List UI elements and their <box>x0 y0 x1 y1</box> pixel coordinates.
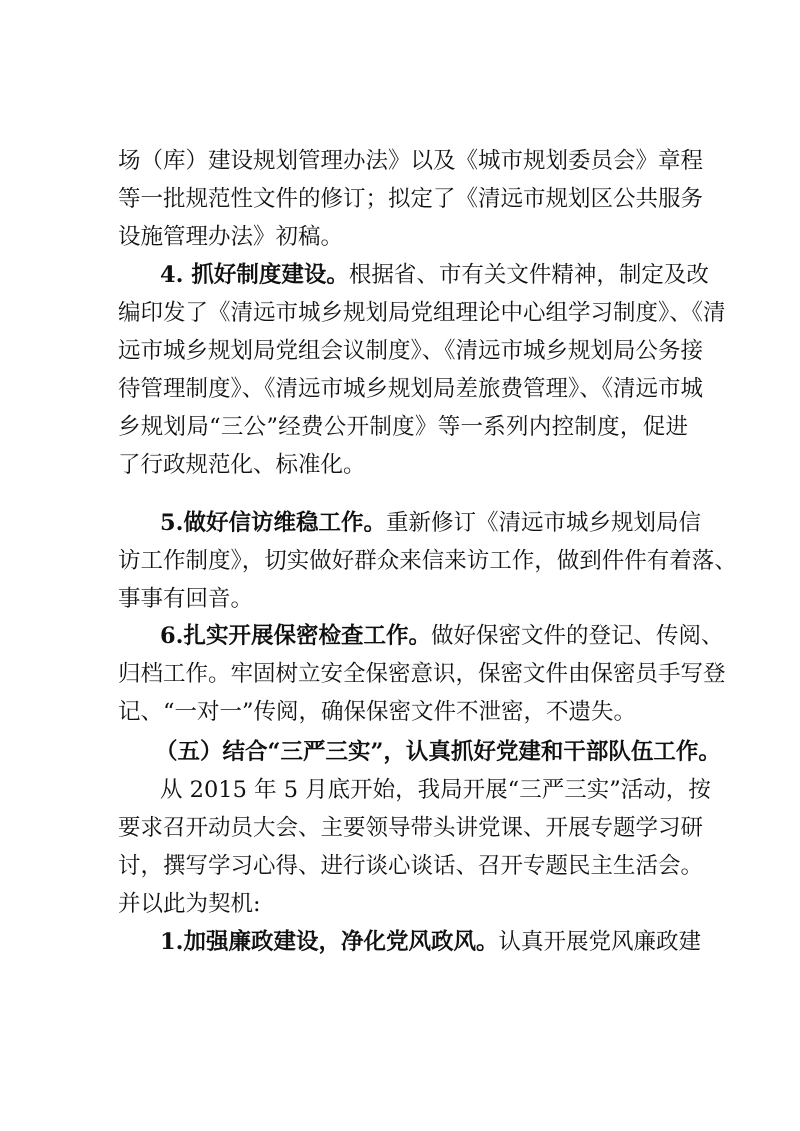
text-line <box>118 450 688 480</box>
paragraph-start <box>160 621 724 651</box>
section-heading-text: （五）结合“三严三实”，认真抓好党建和干部队伍工作。 <box>155 739 721 765</box>
line-text: 编印发了《清远市城乡规划局党组理论中心组学习制度》、《清 <box>118 300 726 326</box>
text-line <box>118 298 726 328</box>
line-text: 记、“一对一”传阅，确保保密文件不泄密，不遗失。 <box>118 699 637 725</box>
line-text: 根据省、市有关文件精神，制定及改 <box>348 262 709 288</box>
line-text: 事事有回音。 <box>118 586 254 612</box>
text-line <box>118 222 688 252</box>
line-text: 认真开展党风廉政建 <box>498 929 702 955</box>
text-line <box>118 584 688 614</box>
item-heading: 5.做好信访维稳工作。 <box>160 510 386 536</box>
line-text: 从 2015 年 5 月底开始，我局开展“三严三实”活动，按 <box>160 777 711 803</box>
line-text: 归档工作。牢固树立安全保密意识，保密文件由保密员手写登 <box>118 661 726 687</box>
line-text: 重新修订《清远市城乡规划局信 <box>386 510 702 536</box>
text-line <box>118 697 688 727</box>
paragraph-start <box>160 775 711 805</box>
text-line <box>118 813 704 843</box>
text-line <box>118 851 704 881</box>
line-text: 了行政规范化、标准化。 <box>118 452 366 478</box>
item-heading: 4. 抓好制度建设。 <box>160 262 349 288</box>
text-line <box>118 374 704 404</box>
line-text: 乡规划局“三公”经费公开制度》等一系列内控制度，促进 <box>118 414 688 440</box>
text-line <box>118 336 704 366</box>
text-line <box>118 659 726 689</box>
item-heading: 1.加强廉政建设，净化党风政风。 <box>160 929 499 955</box>
paragraph-start <box>160 927 702 957</box>
line-text: 远市城乡规划局党组会议制度》、《清远市城乡规划局公务接 <box>118 338 704 364</box>
paragraph-start <box>160 508 702 538</box>
item-heading: 6.扎实开展保密检查工作。 <box>160 623 431 649</box>
line-text: 场（库）建设规划管理办法》以及《城市规划委员会》章程 <box>118 148 704 174</box>
text-line <box>118 184 704 214</box>
text-line <box>118 146 704 176</box>
paragraph-start <box>160 260 709 290</box>
text-line <box>118 546 737 576</box>
line-text: 做好保密文件的登记、传阅、 <box>431 623 724 649</box>
line-text: 待管理制度》、《清远市城乡规划局差旅费管理》、《清远市城 <box>118 376 704 402</box>
line-text: 设施管理办法》初稿。 <box>118 224 344 250</box>
line-text: 并以此为契机: <box>118 891 261 917</box>
text-line <box>118 889 688 919</box>
line-text: 要求召开动员大会、主要领导带头讲党课、开展专题学习研 <box>118 815 704 841</box>
line-text: 等一批规范性文件的修订；拟定了《清远市规划区公共服务 <box>118 186 704 212</box>
line-text: 访工作制度》，切实做好群众来信来访工作，做到件件有着落、 <box>118 548 737 574</box>
line-text: 讨，撰写学习心得、进行谈心谈话、召开专题民主生活会。 <box>118 853 704 879</box>
text-line <box>118 412 688 442</box>
section-heading <box>155 737 721 767</box>
